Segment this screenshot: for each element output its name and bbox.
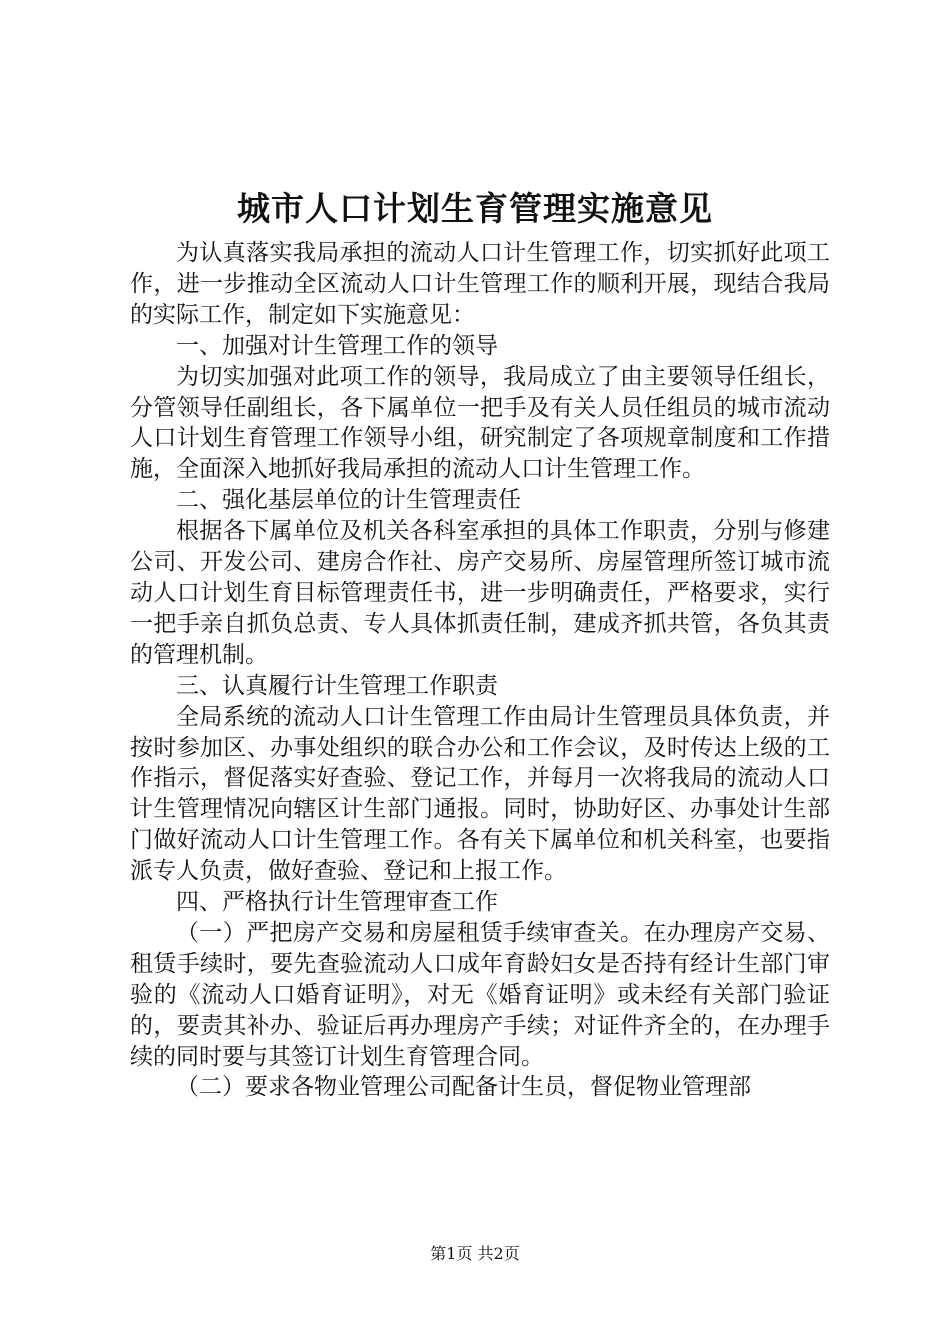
page-number-footer: 第1页 共2页 <box>430 1244 520 1263</box>
document-body <box>130 238 830 1103</box>
paragraph-section-2: 根据各下属单位及机关各科室承担的具体工作职责，分别与修建公司、开发公司、建房合作社、房产交易所、房屋管理所签订城市流动人口计划生育目标管理责任书，进一步明确责任，严格要求，实行一把手亲自抓负总责、专人具体抓责任制，建成齐抓共管，各负其责的管理机制。 <box>130 518 830 668</box>
paragraph-intro: 为认真落实我局承担的流动人口计生管理工作，切实抓好此项工作，进一步推动全区流动人口计生管理工作的顺利开展，现结合我局的实际工作，制定如下实施意见： <box>130 240 830 328</box>
paragraph-section-1: 为切实加强对此项工作的领导，我局成立了由主要领导任组长，分管领导任副组长，各下属单位一把手及有关人员任组员的城市流动人口计划生育管理工作领导小组，研究制定了各项规章制度和工作措施，全面深入地抓好我局承担的流动人口计生管理工作。 <box>130 363 830 483</box>
paragraph-section-4-item-2: （二）要求各物业管理公司配备计生员，督促物业管理部 <box>176 1074 751 1101</box>
document-title: 城市人口计划生育管理实施意见 <box>237 189 713 228</box>
paragraph-section-4-item-1: （一）严把房产交易和房屋租赁手续审查关。在办理房产交易、租赁手续时，要先查验流动人口成年育龄妇女是否持有经计生部门审验的《流动人口婚育证明》，对无《婚育证明》或未经有关部门验证的，要责其补办、验证后再办理房产手续；对证件齐全的，在办理手续的同时要与其签订计划生育管理合同。 <box>130 919 830 1070</box>
section-heading-4: 四、严格执行计生管理审查工作 <box>176 889 498 916</box>
paragraph-section-3: 全局系统的流动人口计生管理工作由局计生管理员具体负责，并按时参加区、办事处组织的联合办公和工作会议，及时传达上级的工作指示，督促落实好查验、登记工作，并每月一次将我局的流动人口计生管理情况向辖区计生部门通报。同时，协助好区、办事处计生部门做好流动人口计生管理工作。各有关下属单位和机关科室，也要指派专人负责，做好查验、登记和上报工作。 <box>130 703 830 885</box>
section-heading-2: 二、强化基层单位的计生管理责任 <box>176 487 521 514</box>
section-heading-1: 一、加强对计生管理工作的领导 <box>176 332 498 359</box>
section-heading-3: 三、认真履行计生管理工作职责 <box>176 672 498 699</box>
